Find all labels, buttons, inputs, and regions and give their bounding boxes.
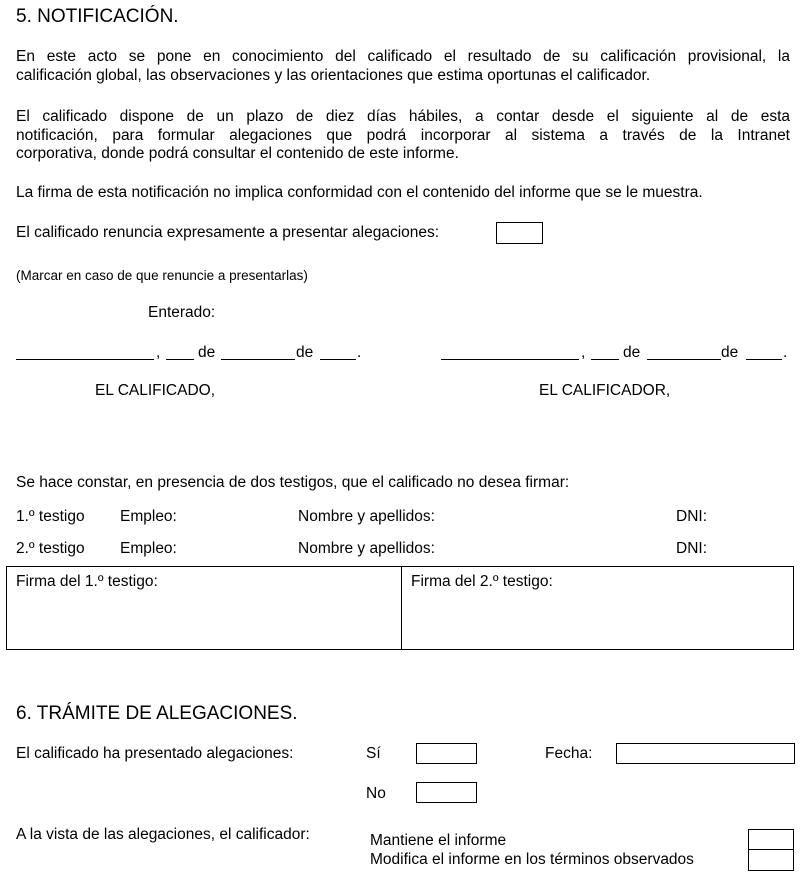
no-checkbox[interactable] <box>416 782 477 803</box>
mantiene-label: Mantiene el informe <box>370 832 507 849</box>
place-blank[interactable] <box>441 358 579 360</box>
witness-signature-table <box>6 566 794 650</box>
witness-2-signature-label: Firma del 2.º testigo: <box>411 573 553 590</box>
witness-1-signature-label: Firma del 1.º testigo: <box>16 573 158 590</box>
witness-label: 1.º testigo <box>16 508 85 525</box>
date-period: . <box>357 344 362 361</box>
renuncia-note: (Marcar en caso de que renuncie a presentarlas) <box>16 268 308 283</box>
calificador-signature-label: EL CALIFICADOR, <box>539 382 671 399</box>
si-label: Sí <box>366 745 381 762</box>
witness-label: 2.º testigo <box>16 540 85 557</box>
witness-1-signature-cell[interactable] <box>7 567 401 649</box>
year-blank[interactable] <box>320 358 356 360</box>
date-comma: , <box>581 344 586 361</box>
paragraph-notice-1: En este acto se pone en conocimiento del calificado el resultado de su calificación provisional, la calificación global, las observaciones y las orientaciones que estima oportunas el calificador. <box>16 48 790 84</box>
paragraph-notice-3: La firma de esta notificación no implica conformidad con el contenido del informe que se le muestra. <box>16 184 703 201</box>
witness-empleo: Empleo: <box>120 508 177 525</box>
date-de-2: de <box>721 344 739 361</box>
fecha-label: Fecha: <box>545 745 593 762</box>
modifica-checkbox[interactable] <box>748 849 794 871</box>
witness-dni: DNI: <box>676 508 707 525</box>
witness-empleo: Empleo: <box>120 540 177 557</box>
alegaciones-presentadas-label: El calificado ha presentado alegaciones: <box>16 745 294 762</box>
testigos-intro: Se hace constar, en presencia de dos testigos, que el calificado no desea firmar: <box>16 474 570 491</box>
si-checkbox[interactable] <box>416 743 477 764</box>
renuncia-label: El calificado renuncia expresamente a presentar alegaciones: <box>16 224 440 241</box>
day-blank[interactable] <box>591 358 619 360</box>
place-blank[interactable] <box>16 358 154 360</box>
enterado-label: Enterado: <box>148 304 216 321</box>
year-blank[interactable] <box>746 358 782 360</box>
no-label: No <box>366 785 386 802</box>
witness-2-signature-cell[interactable] <box>401 567 793 649</box>
section-5-heading: 5. NOTIFICACIÓN. <box>16 6 179 27</box>
witness-nombre: Nombre y apellidos: <box>298 508 435 525</box>
day-blank[interactable] <box>166 358 194 360</box>
witness-dni: DNI: <box>676 540 707 557</box>
vista-alegaciones-label: A la vista de las alegaciones, el calificador: <box>16 826 310 843</box>
fecha-input[interactable] <box>616 743 795 764</box>
month-blank[interactable] <box>221 358 295 360</box>
month-blank[interactable] <box>647 358 721 360</box>
date-de-2: de <box>296 344 314 361</box>
modifica-label: Modifica el informe en los términos observados <box>370 851 694 868</box>
paragraph-notice-2: El calificado dispone de un plazo de diez días hábiles, a contar desde el siguiente al de esta notificación, para formular alegaciones que podrá incorporar al sistema a través de la Intranet corporativa, donde podrá consultar el contenido de este informe. <box>16 108 790 162</box>
date-comma: , <box>156 344 161 361</box>
renuncia-checkbox[interactable] <box>496 222 543 244</box>
section-6-heading: 6. TRÁMITE DE ALEGACIONES. <box>16 703 298 724</box>
date-period: . <box>783 344 788 361</box>
witness-nombre: Nombre y apellidos: <box>298 540 435 557</box>
date-de-1: de <box>198 344 216 361</box>
calificado-signature-label: EL CALIFICADO, <box>95 382 216 399</box>
date-de-1: de <box>623 344 641 361</box>
mantiene-checkbox[interactable] <box>748 829 794 850</box>
